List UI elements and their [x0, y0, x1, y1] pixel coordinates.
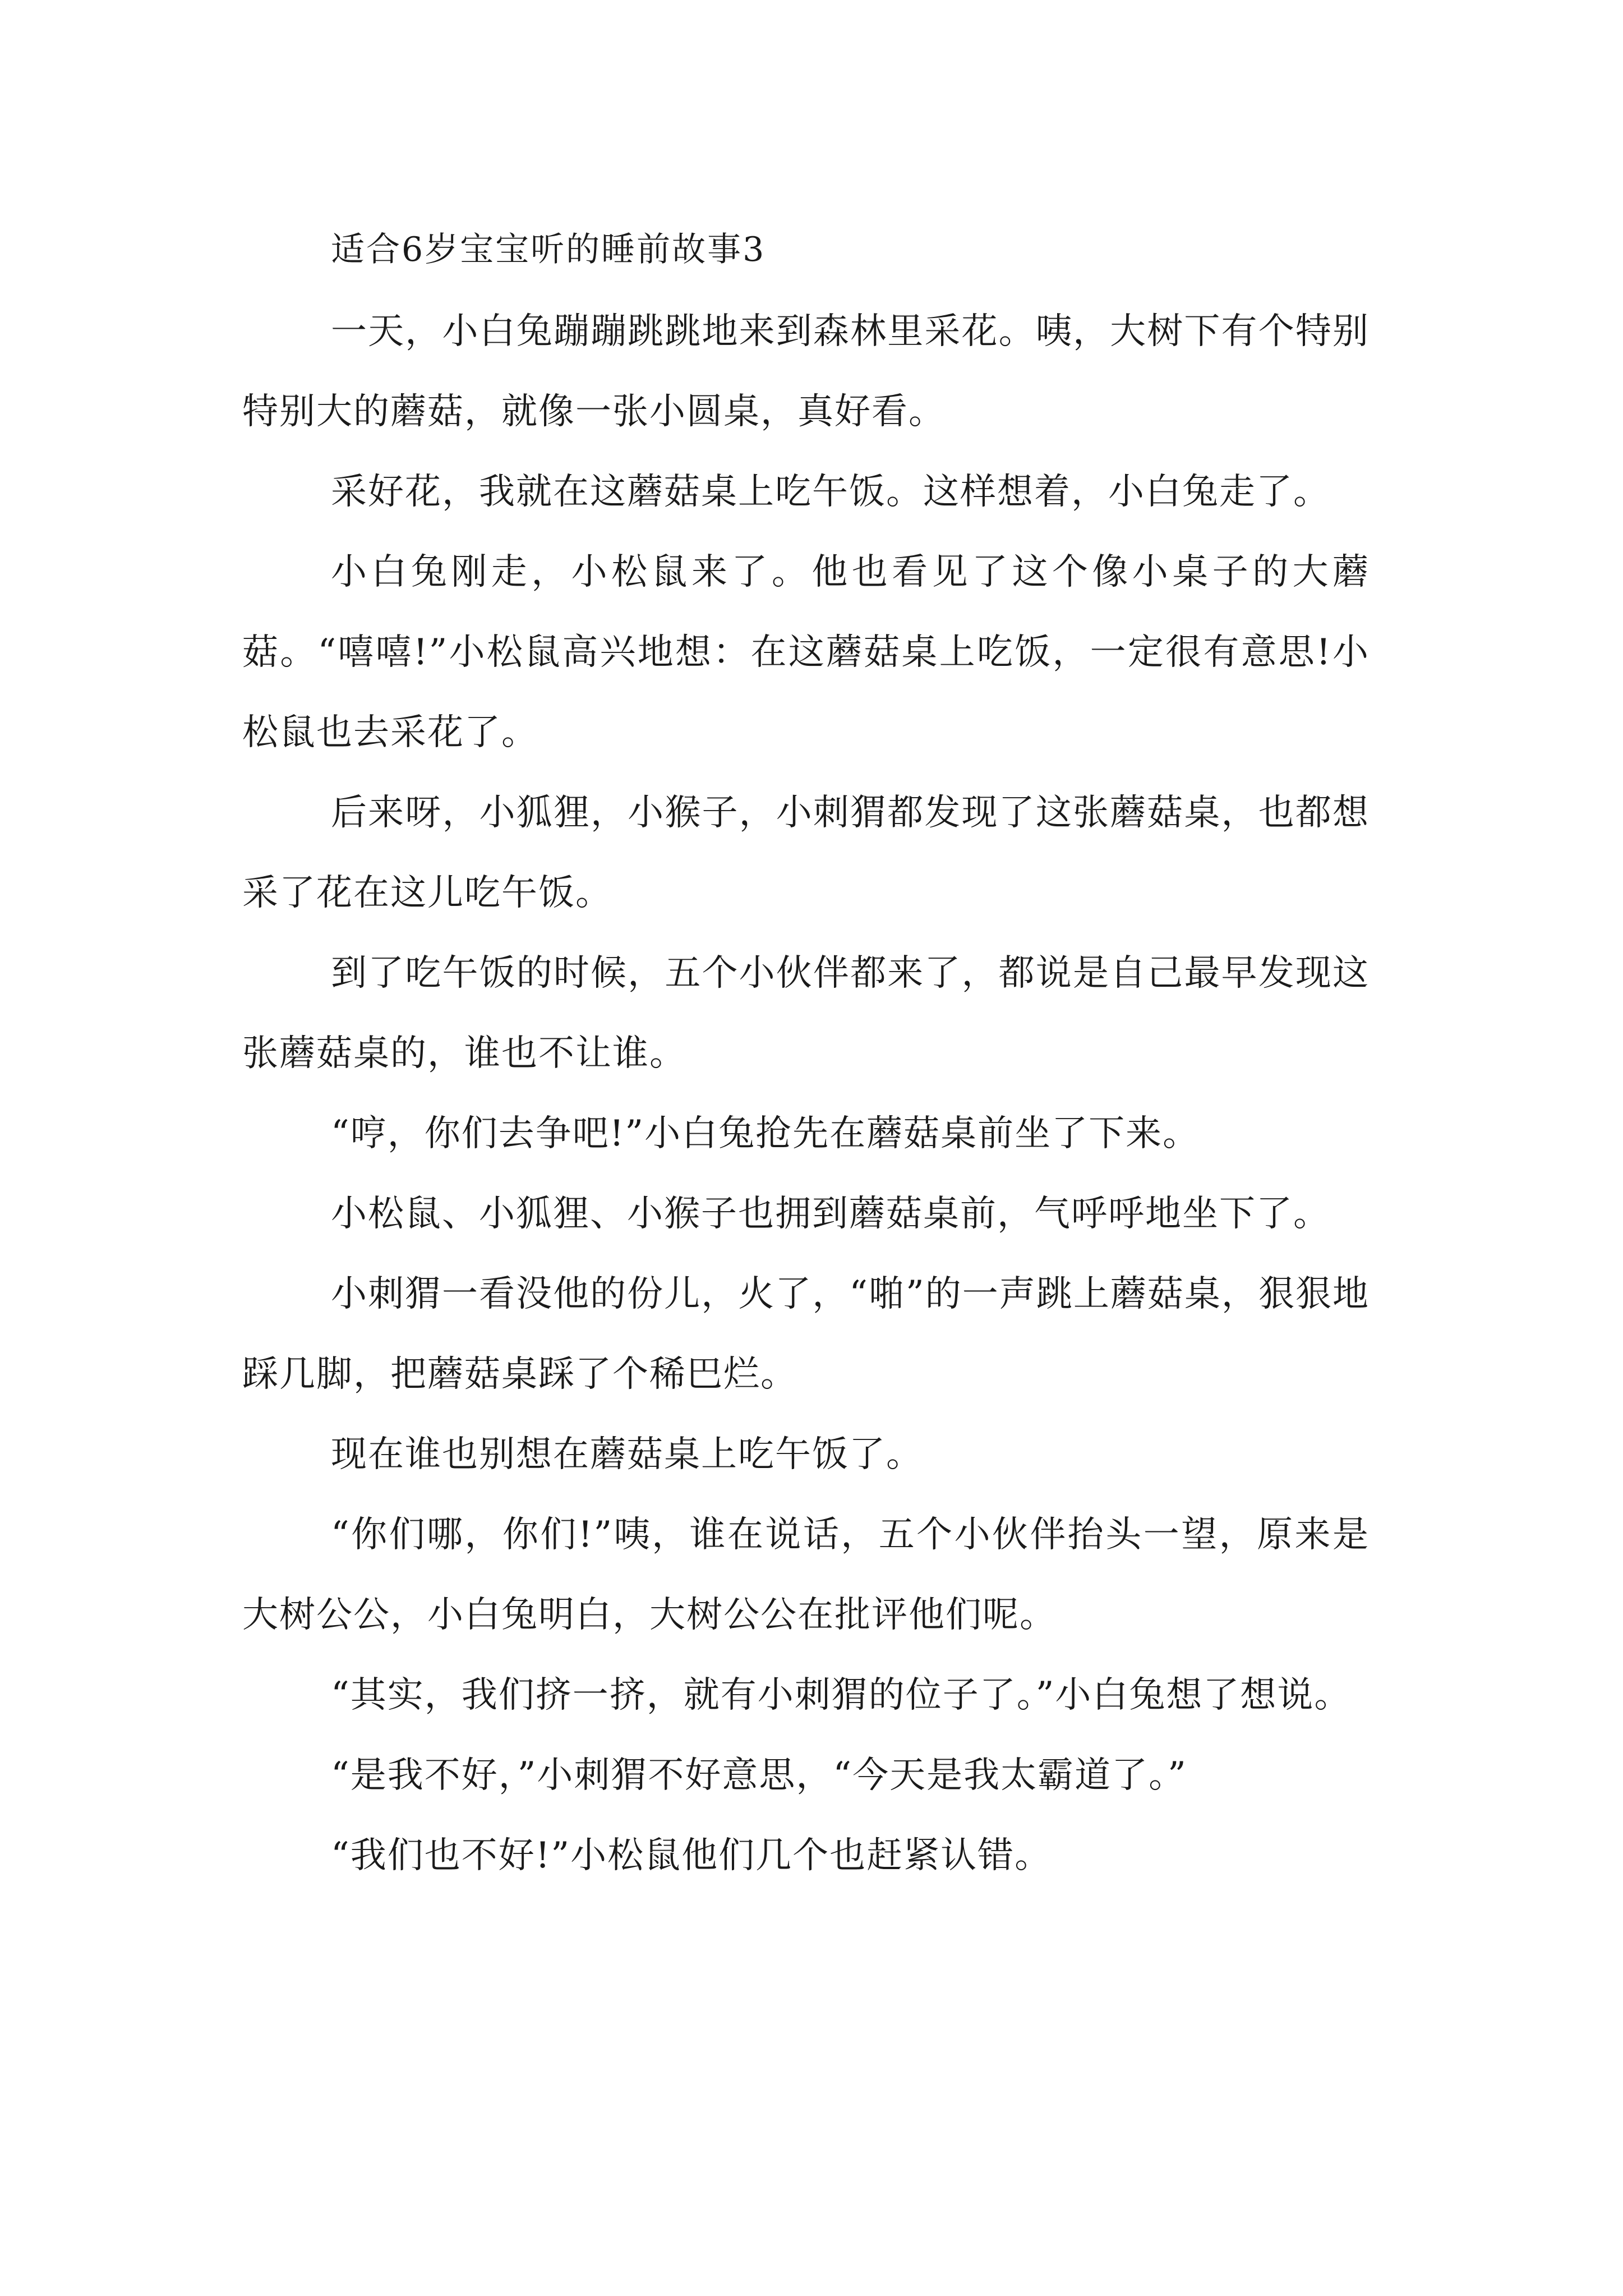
paragraph-8: 小刺猬一看没他的份儿，火了，“啪”的一声跳上蘑菇桌，狠狠地踩几脚，把蘑菇桌踩了个稀巴烂。	[242, 1273, 1370, 1395]
document-body	[242, 208, 1370, 1896]
paragraph-10: “你们哪，你们!”咦，谁在说话，五个小伙伴抬头一望，原来是大树公公，小白兔明白，大树公公在批评他们呢。	[242, 1514, 1370, 1636]
paragraph-3: 小白兔刚走，小松鼠来了。他也看见了这个像小桌子的大蘑菇。“嘻嘻!”小松鼠高兴地想：在这蘑菇桌上吃饭，一定很有意思!小松鼠也去采花了。	[242, 551, 1370, 753]
paragraph-11: “其实，我们挤一挤，就有小刺猬的位子了。”小白兔想了想说。	[331, 1674, 1352, 1716]
paragraph-7: 小松鼠、小狐狸、小猴子也拥到蘑菇桌前，气呼呼地坐下了。	[331, 1193, 1330, 1235]
paragraph-1: 一天，小白兔蹦蹦跳跳地来到森林里采花。咦，大树下有个特别特别大的蘑菇，就像一张小圆桌，真好看。	[242, 311, 1370, 432]
paragraph-4: 后来呀，小狐狸，小猴子，小刺猬都发现了这张蘑菇桌，也都想采了花在这儿吃午饭。	[242, 792, 1370, 914]
paragraph-9: 现在谁也别想在蘑菇桌上吃午饭了。	[331, 1434, 923, 1475]
paragraph-12: “是我不好，”小刺猬不好意思，“今天是我太霸道了。”	[331, 1755, 1187, 1796]
document-title: 适合6岁宝宝听的睡前故事3	[331, 230, 766, 269]
paragraph-6: “哼，你们去争吧!”小白兔抢先在蘑菇桌前坐了下来。	[331, 1113, 1200, 1154]
paragraph-13: “我们也不好!”小松鼠他们几个也赶紧认错。	[331, 1835, 1052, 1876]
paragraph-5: 到了吃午饭的时候，五个小伙伴都来了，都说是自己最早发现这张蘑菇桌的，谁也不让谁。	[242, 953, 1370, 1074]
paragraph-2: 采好花，我就在这蘑菇桌上吃午饭。这样想着，小白兔走了。	[331, 471, 1330, 513]
